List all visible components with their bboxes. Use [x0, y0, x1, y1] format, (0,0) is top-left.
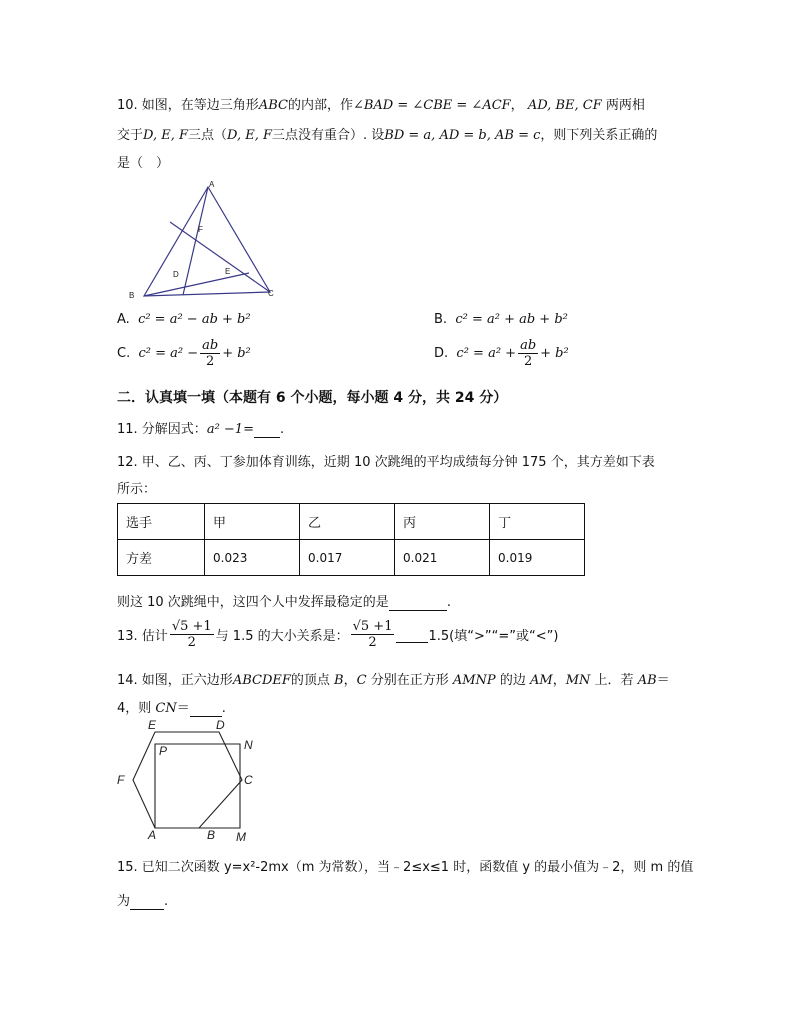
q10-text: ， [510, 98, 524, 113]
q14-line1 [117, 669, 670, 688]
table-cell: 0.017 [300, 540, 395, 576]
q14-text: 的顶点 [290, 673, 330, 688]
q10-text: 的内部，作 [287, 98, 353, 113]
option-d-denominator: 2 [523, 354, 533, 369]
q10-text: 10. 如图，在等边三角形 [117, 98, 259, 113]
q10-angles: ∠BAD = ∠CBE = ∠ACF [352, 98, 511, 113]
q10-definitions: BD = a, AD = b, AB = c [384, 128, 541, 143]
label-c: C [244, 773, 253, 787]
label-f: F [117, 773, 125, 787]
q13-fraction-denominator: 2 [368, 635, 377, 650]
triangle-abc [144, 187, 270, 296]
q14-text: 上．若 [594, 673, 634, 688]
option-b[interactable] [434, 312, 568, 327]
q12-line2: 所示： [117, 482, 157, 497]
q10-line3: 是（ ） [117, 156, 170, 171]
q10-text: 两两相 [605, 98, 645, 113]
table-header-cell: 丙 [395, 504, 490, 540]
q11-expr: a² −1= [206, 422, 254, 437]
table-header-cell: 乙 [300, 504, 395, 540]
option-a-label: A. [117, 312, 130, 327]
q10-lines: AD, BE, CF [527, 98, 602, 113]
q12-end: . [446, 595, 451, 610]
label-c: C [268, 289, 274, 298]
q14-segment: CN [155, 701, 177, 716]
q13-answer-blank[interactable] [396, 627, 428, 643]
option-d-numerator: ab [520, 338, 537, 353]
q14-side: MN [565, 673, 591, 688]
hexagon-abcdef [133, 732, 242, 828]
option-d-fraction [518, 338, 538, 369]
q15-answer-blank[interactable] [130, 894, 164, 910]
label-a: A [209, 180, 215, 189]
q14-text: ＝ [656, 673, 670, 688]
q10-text: ，则下列关系正确的 [540, 128, 658, 143]
q10-line2 [117, 124, 657, 143]
q14-text: 的边 [499, 673, 526, 688]
option-c-fraction [200, 338, 220, 369]
q15-text: 为 [117, 894, 131, 909]
q13-text: 1.5(填“>”“=”或“<”) [428, 629, 559, 644]
line-be [144, 273, 249, 296]
q14-square-name: AMNP [452, 673, 496, 688]
q13-fraction-2 [351, 619, 395, 650]
option-b-expr: c² = a² + ab + b² [455, 312, 568, 327]
q15-line1: 15. 已知二次函数 y=x²-2mx（m 为常数），当﹣2≤x≤1 时，函数值 y 的最小值为﹣2，则 m 的值 [117, 860, 694, 875]
line-cf [170, 222, 270, 292]
q12-question-text: 则这 10 次跳绳中，这四个人中发挥最稳定的是 [117, 595, 389, 610]
q10-text: 三点没有重合）. 设 [272, 128, 385, 143]
table-header-cell: 甲 [205, 504, 300, 540]
label-p: P [159, 744, 168, 758]
option-a-expr: c² = a² − ab + b² [138, 312, 251, 327]
q13-fraction [170, 619, 214, 650]
q11 [117, 418, 284, 438]
label-a: A [148, 828, 157, 842]
option-b-label: B. [434, 312, 448, 327]
label-b: B [207, 828, 216, 842]
option-c-pre: c² = a² − [138, 346, 199, 361]
q14-hexagon-name: ABCDEF [232, 673, 291, 688]
label-f: F [198, 225, 203, 234]
q15-end: . [164, 894, 169, 909]
q14-point: B [334, 673, 344, 688]
square-amnp [155, 744, 240, 828]
q11-end: . [279, 422, 285, 437]
q10-text: 交于 [117, 128, 144, 143]
option-d-label: D. [434, 346, 449, 361]
q14-text: ， [343, 673, 357, 688]
table-row [118, 540, 585, 576]
q14-text: ， [552, 673, 566, 688]
variance-table [117, 503, 585, 576]
table-cell: 0.021 [395, 540, 490, 576]
q12-line1: 12. 甲、乙、丙、丁参加体育训练，近期 10 次跳绳的平均成绩每分钟 175 个，其方差如下表 [117, 455, 655, 470]
table-header-cell: 选手 [118, 504, 205, 540]
q14-text: 分别在正方形 [370, 673, 449, 688]
option-c-numerator: ab [202, 338, 219, 353]
table-header-row [118, 504, 585, 540]
option-d-post: + b² [540, 346, 569, 361]
table-cell: 0.023 [205, 540, 300, 576]
option-c-post: + b² [222, 346, 251, 361]
label-d: D [216, 718, 225, 732]
q15-line2 [117, 890, 168, 910]
q13-fraction-numerator: √5 +1 [171, 619, 212, 634]
label-e: E [148, 718, 157, 732]
label-m: M [236, 830, 246, 844]
q13-fraction-numerator: √5 +1 [352, 619, 393, 634]
q14-hexagon-figure [112, 714, 262, 844]
label-n: N [244, 738, 253, 752]
option-c-label: C. [117, 346, 131, 361]
table-header-cell: 丁 [490, 504, 585, 540]
q10-points: D, E, F [227, 128, 273, 143]
q14-text: 4，则 [117, 701, 152, 716]
q13 [117, 619, 558, 650]
q14-side: AB [637, 673, 657, 688]
q11-answer-blank[interactable] [254, 422, 280, 438]
q12-question [117, 591, 451, 611]
option-c-denominator: 2 [206, 354, 215, 369]
option-a[interactable] [117, 312, 251, 327]
section2-heading: 二．认真填一填（本题有 6 个小题，每小题 4 分，共 24 分） [117, 390, 508, 406]
q10-triangle-name: ABC [258, 98, 288, 113]
q13-text: 与 1.5 的大小关系是： [215, 629, 349, 644]
q10-line1 [117, 94, 645, 113]
q11-text: 11. 分解因式： [117, 422, 207, 437]
option-d[interactable] [434, 338, 569, 369]
q14-text: 14. 如图，正六边形 [117, 673, 233, 688]
option-c[interactable] [117, 338, 251, 369]
q13-fraction-denominator: 2 [187, 635, 196, 650]
label-b: B [129, 291, 135, 300]
label-d: D [173, 270, 179, 279]
q14-text: ＝ [176, 701, 190, 716]
q14-point: C [356, 673, 367, 688]
option-d-pre: c² = a² + [456, 346, 517, 361]
q14-side: AM [529, 673, 553, 688]
line-ad [183, 187, 208, 295]
q14-end: . [221, 701, 226, 716]
table-cell: 方差 [118, 540, 205, 576]
q10-triangle-figure [115, 175, 285, 303]
q12-answer-blank[interactable] [389, 595, 447, 611]
q10-text: 三点（ [188, 128, 228, 143]
label-e: E [225, 267, 231, 276]
table-cell: 0.019 [490, 540, 585, 576]
q10-points: D, E, F [143, 128, 189, 143]
q13-text: 13. 估计 [117, 629, 168, 644]
